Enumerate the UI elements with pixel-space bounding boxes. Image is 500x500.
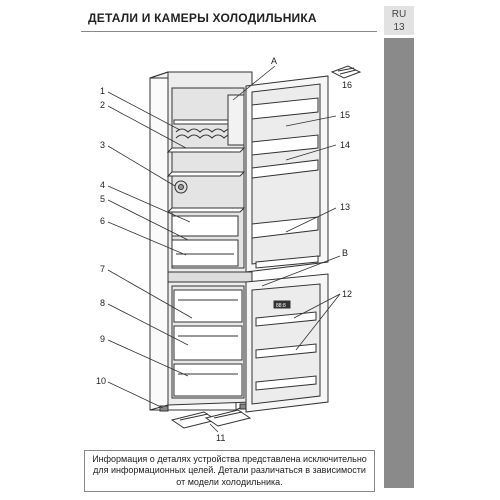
- callout-13: 13: [340, 202, 351, 212]
- display-readout: 88:8: [276, 303, 286, 309]
- callout-A: A: [271, 56, 278, 66]
- info-line-2: для информационных целей. Детали различаться в зависимости: [93, 465, 366, 476]
- info-line-3: от модели холодильника.: [176, 476, 283, 487]
- freezer-door: [246, 274, 328, 412]
- callout-1: 1: [100, 86, 106, 96]
- fridge-door: [246, 76, 328, 272]
- callout-B: B: [342, 248, 349, 258]
- ice-tray-top: [332, 66, 360, 78]
- page-number: 13: [393, 22, 405, 33]
- page-title: ДЕТАЛИ И КАМЕРЫ ХОЛОДИЛЬНИКА: [88, 11, 317, 25]
- callout-15: 15: [340, 110, 351, 120]
- callout-8: 8: [100, 298, 106, 308]
- callout-7: 7: [100, 264, 106, 274]
- callout-12: 12: [342, 289, 353, 299]
- callout-9: 9: [100, 334, 106, 344]
- fridge-drawers: [172, 216, 238, 266]
- callout-11: 11: [216, 433, 226, 443]
- language-code: RU: [391, 9, 407, 20]
- info-note: [84, 450, 375, 492]
- callout-2: 2: [100, 100, 106, 110]
- callout-5: 5: [100, 194, 106, 204]
- info-line-1: Информация о деталях устройства представлена исключительно: [92, 454, 367, 464]
- callout-3: 3: [100, 140, 106, 150]
- callout-16: 16: [342, 80, 353, 90]
- callout-10: 10: [96, 376, 107, 386]
- callout-14: 14: [340, 140, 351, 150]
- callout-4: 4: [100, 180, 106, 190]
- callout-6: 6: [100, 216, 106, 226]
